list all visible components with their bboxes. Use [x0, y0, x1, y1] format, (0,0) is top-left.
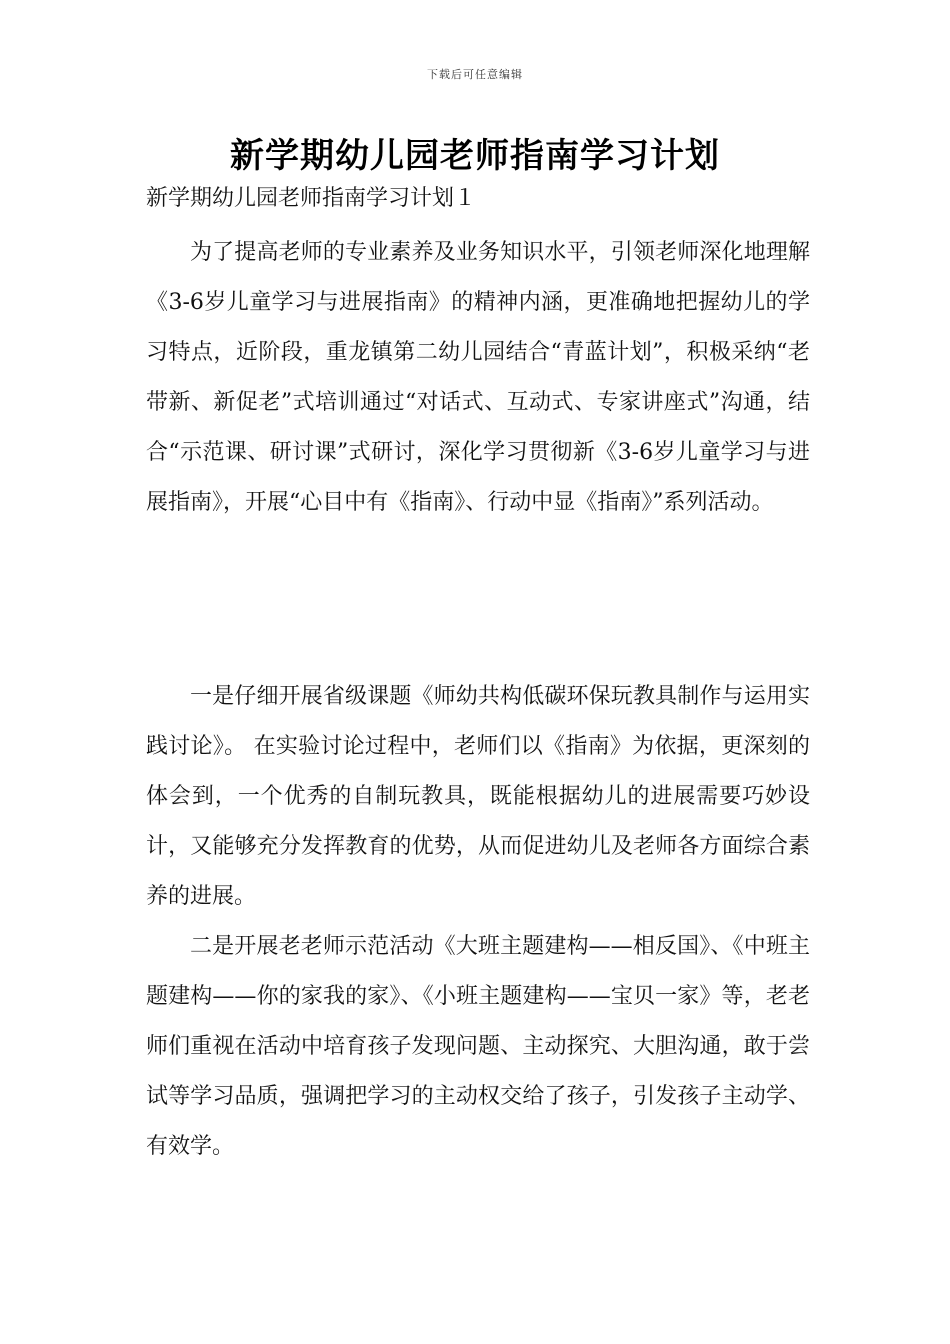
page-header-note: 下载后可任意编辑 [427, 68, 523, 81]
paragraph-point-one: 一是仔细开展省级课题《师幼共构低碳环保玩教具制作与运用实践讨论》。 在实验讨论过程中，老师们以《指南》为依据，更深刻的体会到，一个优秀的自制玩教具，既能根据幼儿的进展需要巧妙设计，又能够充分发挥教育的优势，从而促进幼儿及老师各方面综合素养的进展。 [146, 684, 810, 909]
paragraph-point-two: 二是开展老老师示范活动《大班主题建构——相反国》、《中班主题建构——你的家我的家》、《小班主题建构——宝贝一家》等，老老师们重视在活动中培育孩子发现问题、主动探究、大胆沟通，敢于尝试等学习品质，强调把学习的主动权交给了孩子，引发孩子主动学、有效学。 [146, 934, 810, 1159]
document-title: 新学期幼儿园老师指南学习计划 [230, 136, 720, 176]
paragraph-intro: 为了提高老师的专业素养及业务知识水平，引领老师深化地理解《3-6岁儿童学习与进展指南》的精神内涵，更准确地把握幼儿的学习特点，近阶段，重龙镇第二幼儿园结合“青蓝计划”，积极采纳“老带新、新促老”式培训通过“对话式、互动式、专家讲座式”沟通，结合“示范课、研讨课”式研讨，深化学习贯彻新《3-6岁儿童学习与进展指南》，开展“心目中有《指南》、行动中显《指南》”系列活动。 [146, 240, 810, 515]
section-subtitle: 新学期幼儿园老师指南学习计划１ [146, 186, 477, 211]
